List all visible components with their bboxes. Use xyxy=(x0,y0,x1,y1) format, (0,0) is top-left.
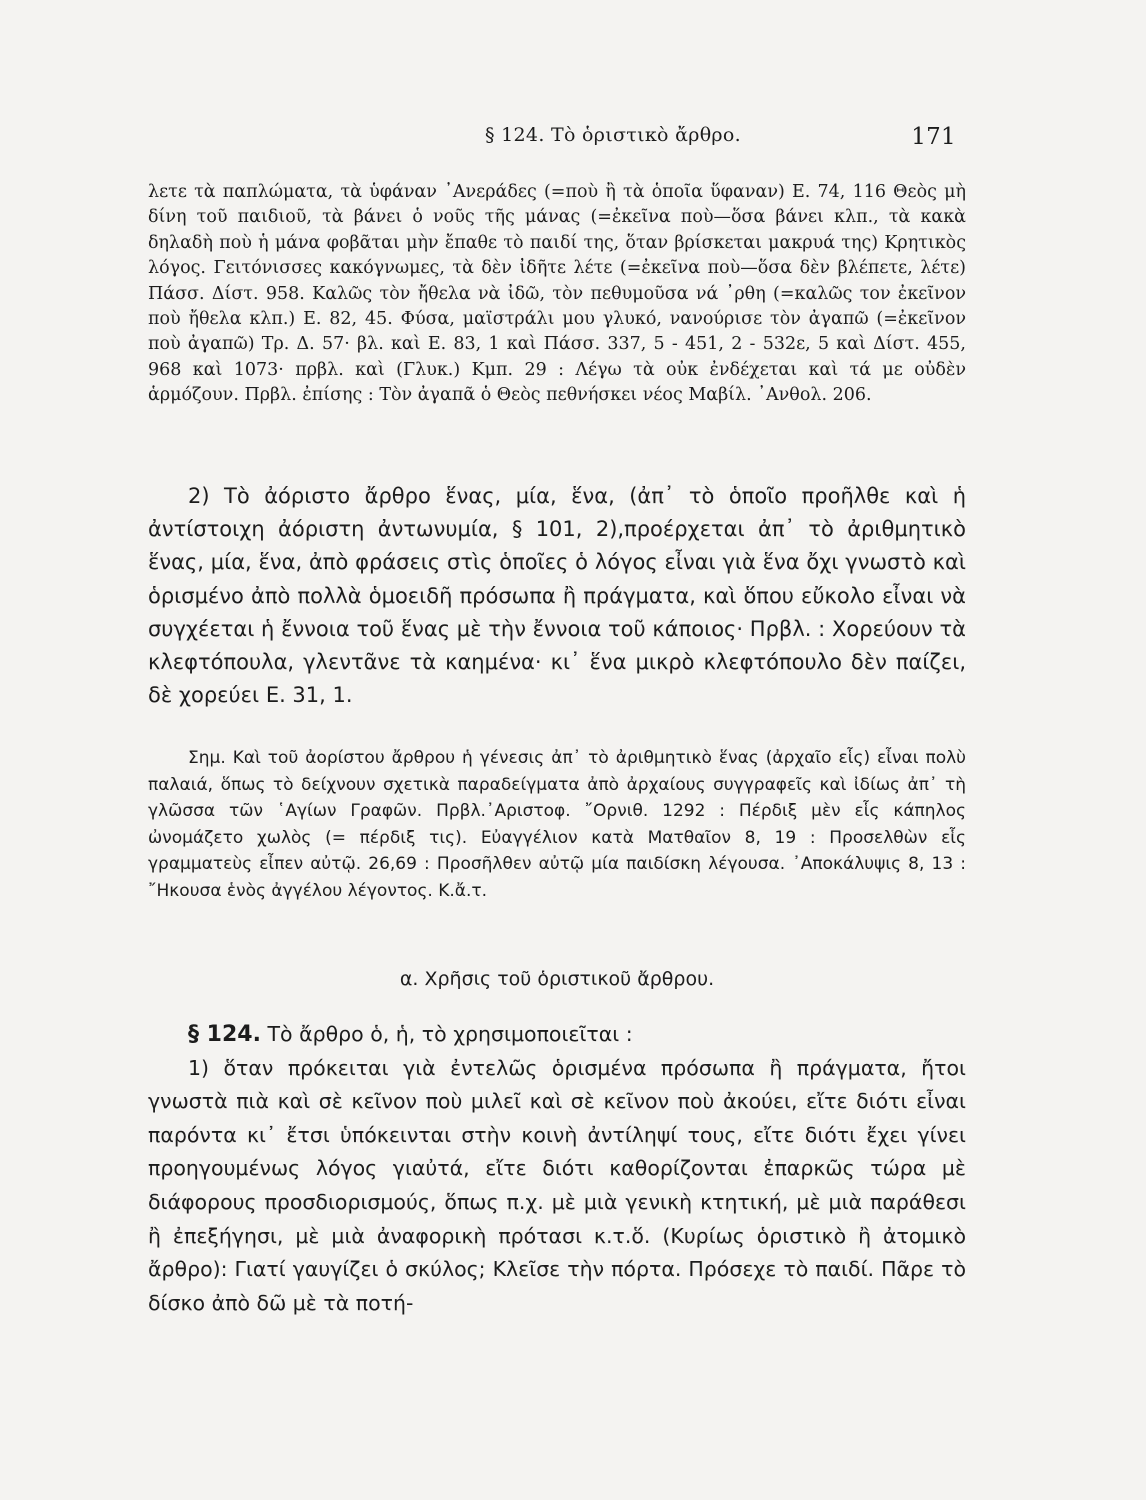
citation-paragraph: λετε τὰ παπλώματα, τὰ ὑφάναν ᾿Ανεράδες (=ποὺ ἢ τὰ ὁποῖα ὕφαναν) Ε. 74, 116 Θεὸς μὴ δίνη τοῦ παιδιοῦ, τὰ βάνει ὁ νοῦς τῆς μάνας (=ἐκεῖνα ποὺ—ὅσα βάνει κλπ., τὰ κακὰ δηλαδὴ ποὺ ἡ μάνα φοβᾶται μὴν ἔπαθε τὸ παιδί της, ὅταν βρίσκεται μακρυά της) Κρητικὸς λόγος. Γειτόνισσες κακόγνωμες, τὰ δὲν ἰδῆτε λέτε (=ἐκεῖνα ποὺ—ὅσα δὲν βλέπετε, λέτε) Πάσσ. Δίστ. 958. Καλῶς τὸν ἤθελα νὰ ἰδῶ, τὸν πεθυμοῦσα νά ᾿ρθη (=καλῶς τον ἐκεῖνον ποὺ ἤθελα κλπ.) Ε. 82, 45. Φύσα, μαϊστράλι μου γλυκό, νανούρισε τὸν ἀγαπῶ (=ἐκεῖνον ποὺ ἀγαπῶ) Τρ. Δ. 57· βλ. καὶ Ε. 83, 1 καὶ Πάσσ. 337, 5 - 451, 2 - 532ε, 5 καὶ Δίστ. 455, 968 καὶ 1073· πρβλ. καὶ (Γλυκ.) Κμπ. 29 : Λέγω τὰ οὐκ ἐνδέχεται καὶ τά με οὐδὲν ἁρμόζουν. Πρβλ. ἐπίσης : Τὸν ἀγαπᾶ ὁ Θεὸς πεθνήσκει νέος Μαβίλ. ᾿Ανθολ. 206. xyxy=(148,182,966,406)
running-title: § 124. Τὸ ὁριστικὸ ἄρθρο. xyxy=(485,124,741,146)
section-intro: Τὸ ἄρθρο ὁ, ἡ, τὸ χρησιμοποιεῖται : xyxy=(267,1022,633,1046)
section-label: § 124. xyxy=(188,1022,261,1047)
section-124-intro-line xyxy=(148,1018,966,1052)
running-header xyxy=(150,124,956,160)
section-124-point-1: 1) ὅταν πρόκειται γιὰ ἐντελῶς ὁρισμένα πρόσωπα ἢ πράγματα, ἤτοι γνωστὰ πιὰ καὶ σὲ κεῖνον ποὺ μιλεῖ καὶ σὲ κεῖνον ποὺ ἀκούει, εἴτε διότι εἶναι παρόντα κι᾿ ἔτσι ὑπόκεινται στὴν κοινὴ ἀντίληψί τους, εἴτε διότι ἔχει γίνει προηγουμένως λόγος γιαὐτά, εἴτε διότι καθορίζονται ἐπαρκῶς τώρα μὲ διάφορους προσδιορισμούς, ὅπως π.χ. μὲ μιὰ γενικὴ κτητική, μὲ μιὰ παράθεσι ἢ ἐπεξήγησι, μὲ μιὰ ἀναφορικὴ πρότασι κ.τ.ὅ. (Κυρίως ὁριστικὸ ἢ ἀτομικὸ ἄρθρο): Γιατί γαυγίζει ὁ σκύλος; Κλεῖσε τὴν πόρτα. Πρόσεχε τὸ παιδί. Πᾶρε τὸ δίσκο ἀπὸ δῶ μὲ τὰ ποτή- xyxy=(148,1055,966,1315)
section-124 xyxy=(148,1018,966,1320)
page-number: 171 xyxy=(911,124,956,150)
indefinite-article-paragraph: 2) Τὸ ἀόριστο ἄρθρο ἕνας, μία, ἕνα, (ἀπ᾿ τὸ ὁποῖο προῆλθε καὶ ἡ ἀντίστοιχη ἀόριστη ἀντωνυμία, § 101, 2),προέρχεται ἀπ᾿ τὸ ἀριθμητικὸ ἕνας, μία, ἕνα, ἀπὸ φράσεις στὶς ὁποῖες ὁ λόγος εἶναι γιὰ ἕνα ὄχι γνωστὸ καὶ ὁρισμένο ἀπὸ πολλὰ ὁμοειδῆ πρόσωπα ἢ πράγματα, καὶ ὅπου εὔκολο εἶναι νὰ συγχέεται ἡ ἔννοια τοῦ ἕνας μὲ τὴν ἔννοια τοῦ κάποιος· Πρβλ. : Χορεύουν τὰ κλεφτόπουλα, γλεντᾶνε τὰ καημένα· κι᾿ ἕνα μικρὸ κλεφτόπουλο δὲν παίζει, δὲ χορεύει Ε. 31, 1. xyxy=(148,484,966,708)
subheading: α. Χρῆσις τοῦ ὁριστικοῦ ἄρθρου. xyxy=(399,968,715,990)
note-paragraph: Σημ. Καὶ τοῦ ἀορίστου ἄρθρου ἡ γένεσις ἀπ᾿ τὸ ἀριθμητικὸ ἕνας (ἀρχαῖο εἷς) εἶναι πολὺ παλαιά, ὅπως τὸ δείχνουν σχετικὰ παραδείγματα ἀπὸ ἀρχαίους συγγραφεῖς καὶ ἰδίως ἀπ᾿ τὴ γλῶσσα τῶν ῾Αγίων Γραφῶν. Πρβλ.᾿Αριστοφ. ῎Ορνιθ. 1292 : Πέρδιξ μὲν εἷς κάπηλος ὠνομάζετο χωλὸς (= πέρδιξ τις). Εὐαγγέλιον κατὰ Ματθαῖον 8, 19 : Προσελθὼν εἷς γραμματεὺς εἶπεν αὐτῷ. 26,69 : Προσῆλθεν αὐτῷ μία παιδίσκη λέγουσα. ᾿Αποκάλυψις 8, 13 : ῎Ηκουσα ἑνὸς ἀγγέλου λέγοντος. Κ.ἄ.τ. xyxy=(148,748,966,901)
